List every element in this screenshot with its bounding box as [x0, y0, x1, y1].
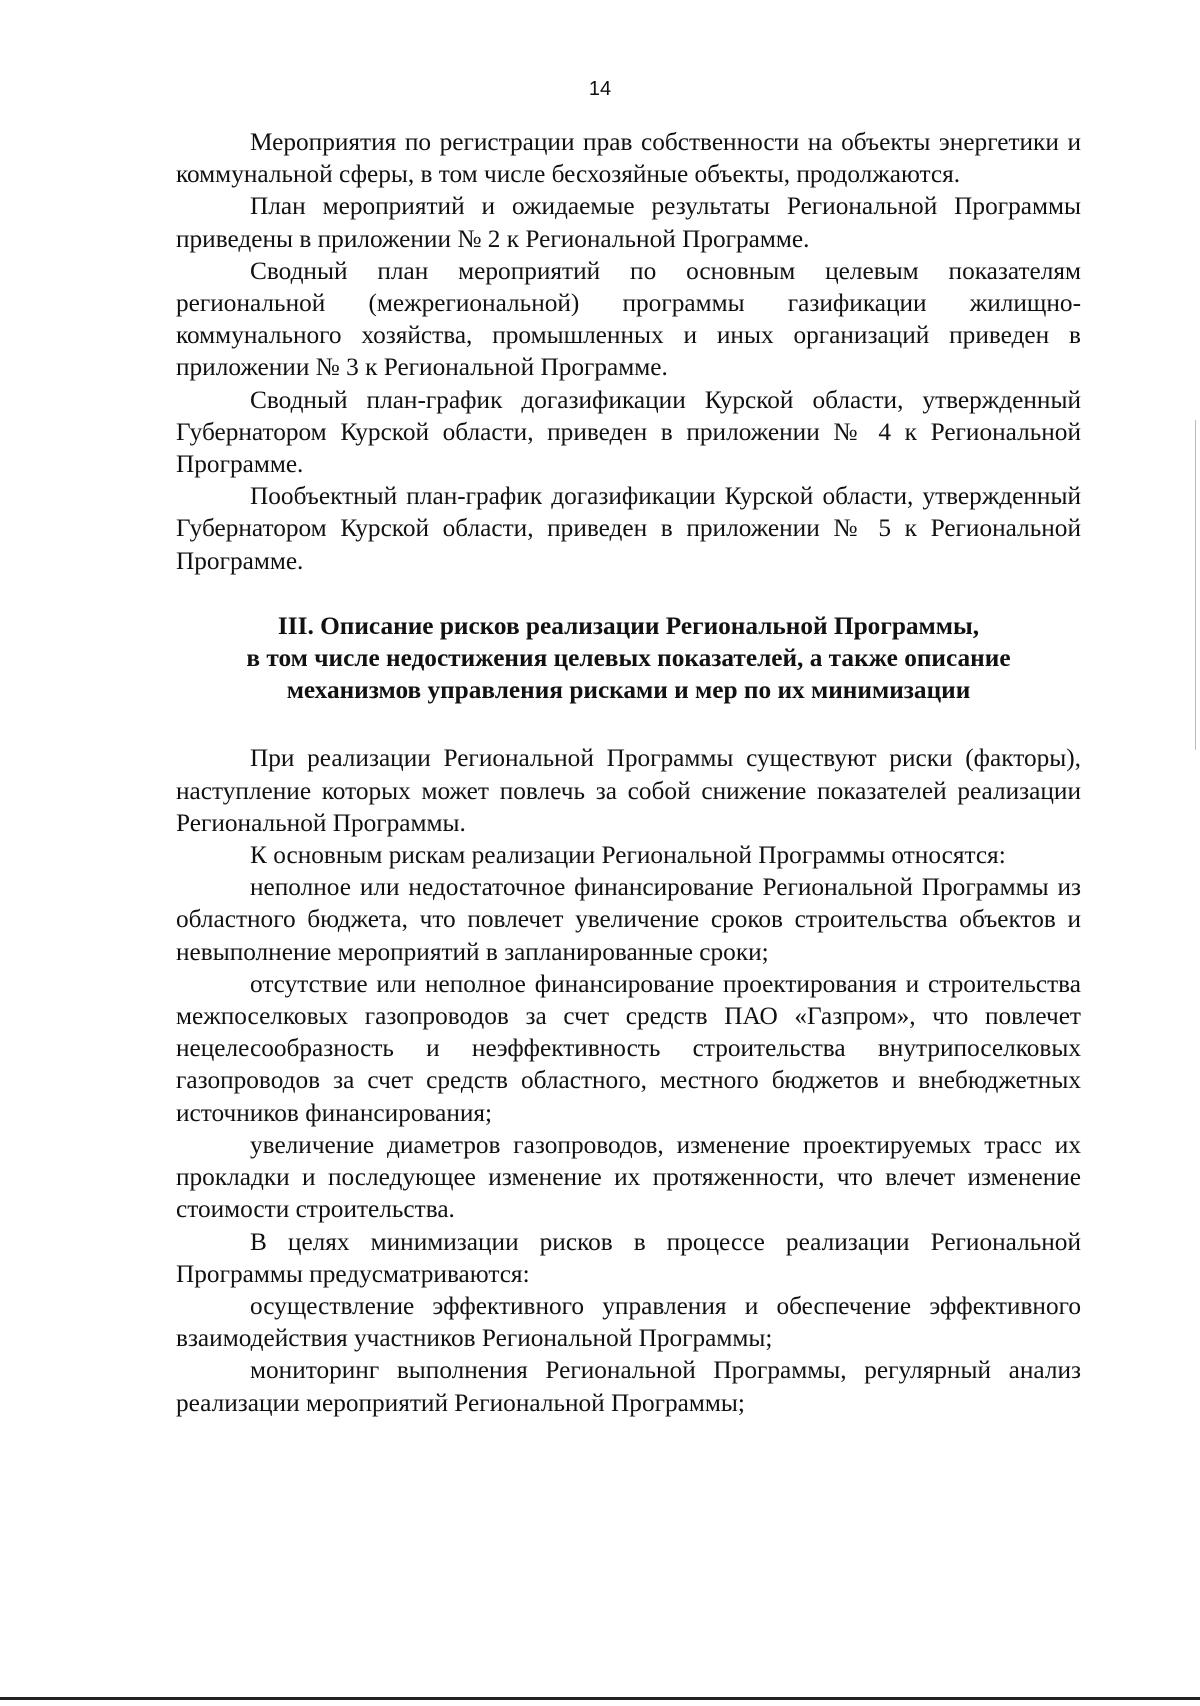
paragraph-risk-budget: неполное или недостаточное финансирование Региональной Программы из областного бюджета, что повлечет увеличение сроков строительства объектов и невыполнение мероприятий в запланированные сроки;	[176, 873, 1081, 966]
scan-bottom-edge	[0, 1697, 1200, 1700]
paragraph-appendix-2: План мероприятий и ожидаемые результаты Региональной Программы приведены в приложении № 2 к Региональной Программе.	[176, 192, 1081, 253]
paragraph-registration: Мероприятия по регистрации прав собственности на объекты энергетики и коммунальной сферы, в том числе бесхозяйные объекты, продолжаются.	[176, 128, 1081, 189]
page-number: 14	[588, 78, 612, 100]
paragraph-main-risks: К основным рискам реализации Региональной Программы относятся:	[250, 841, 1006, 870]
section-heading-line-3: механизмов управления рисками и мер по их минимизации	[286, 676, 971, 705]
paragraph-mitigation-intro: В целях минимизации рисков в процессе реализации Региональной Программы предусматриваются:	[176, 1227, 1081, 1288]
paragraph-risks-intro: При реализации Региональной Программы существуют риски (факторы), наступление которых может повлечь за собой снижение показателей реализации Региональной Программы.	[176, 744, 1081, 837]
paragraph-risk-gazprom: отсутствие или неполное финансирование проектирования и строительства межпоселковых газопроводов за счет средств ПАО «Газпром», что повлечет нецелесообразность и неэффективность строительства внутрипоселковых газопроводов за счет средств областного, местного бюджетов и внебюджетных источников финансирования;	[176, 969, 1081, 1127]
paragraph-mitigation-monitoring: мониторинг выполнения Региональной Программы, регулярный анализ реализации мероприятий Региональной Программы;	[176, 1356, 1081, 1417]
section-heading-line-2: в том числе недостижения целевых показателей, а также описание	[246, 644, 1011, 673]
section-heading-line-1: III. Описание рисков реализации Региональной Программы,	[277, 611, 980, 640]
paragraph-appendix-4: Сводный план-график догазификации Курской области, утвержденный Губернатором Курской области, приведен в приложении № 4 к Региональной Программе.	[176, 385, 1081, 479]
paragraph-appendix-5: Пообъектный план-график догазификации Курской области, утвержденный Губернатором Курской области, приведен в приложении № 5 к Региональной Программе.	[176, 482, 1081, 575]
paragraph-risk-diameters: увеличение диаметров газопроводов, изменение проектируемых трасс их прокладки и последующее изменение их протяженности, что влечет изменение стоимости строительства.	[176, 1130, 1081, 1224]
section-heading	[176, 610, 1081, 707]
document-body	[176, 126, 1081, 1419]
paragraph-appendix-3: Сводный план мероприятий по основным целевым показателям региональной (межрегиональной) программы газификации жилищно-коммунального хозяйства, промышленных и иных организаций приведен в приложении № 3 к Региональной Программе.	[176, 256, 1081, 382]
paragraph-mitigation-management: осуществление эффективного управления и обеспечение эффективного взаимодействия участников Региональной Программы;	[176, 1291, 1081, 1353]
scan-edge-mark	[1195, 420, 1196, 750]
